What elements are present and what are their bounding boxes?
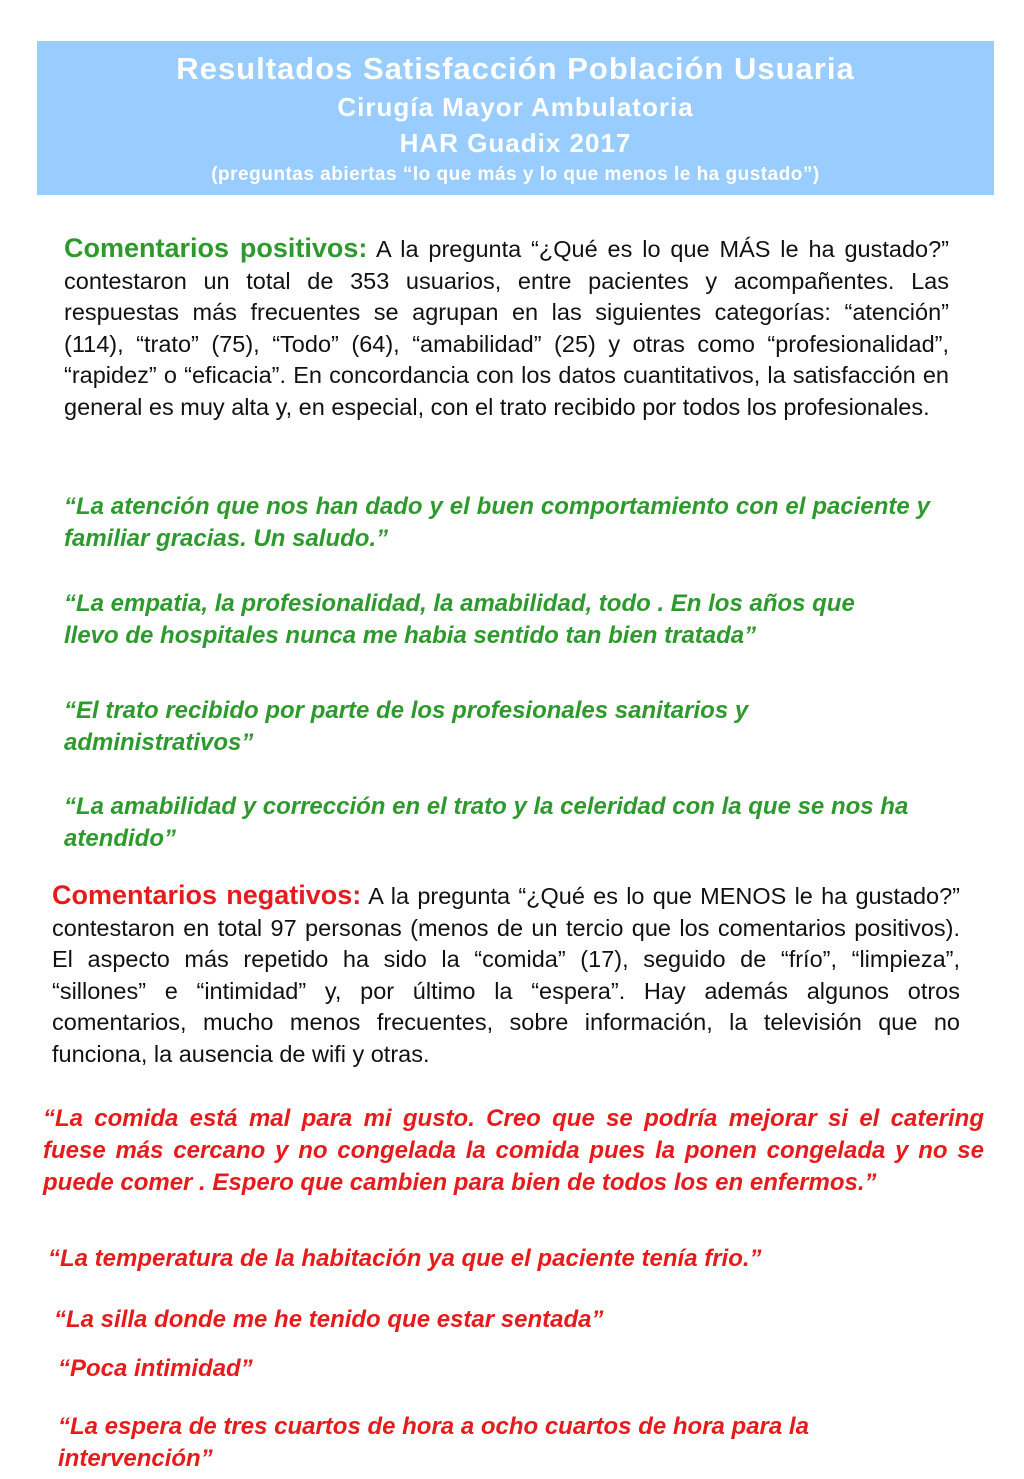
positive-comments-paragraph <box>64 233 949 424</box>
positive-quote-2: “La empatia, la profesionalidad, la amabilidad, todo . En los años que llevo de hospitales nunca me habia sentido tan bien tratada” <box>64 590 855 649</box>
positive-quote-3: “El trato recibido por parte de los profesionales sanitarios y administrativos” <box>64 697 749 756</box>
page-subtitle-hospital: HAR Guadix 2017 <box>399 128 632 158</box>
page-note: (preguntas abiertas “lo que más y lo que menos le ha gustado”) <box>211 164 820 185</box>
negative-quote-2: “La temperatura de la habitación ya que el paciente tenía frio.” <box>48 1245 762 1272</box>
positive-heading: Comentarios positivos: <box>64 233 368 263</box>
negative-quote-4: “Poca intimidad” <box>58 1355 253 1382</box>
page-title: Resultados Satisfacción Población Usuaria <box>176 51 855 86</box>
negative-comments-paragraph <box>52 880 960 1071</box>
negative-body: A la pregunta “¿Qué es lo que MENOS le ha gustado?” contestaron en total 97 personas (menos de un tercio que los comentarios positivos). El aspecto más repetido ha sido la “comida” (17), seguido de “frío”, “limpieza”, “sillones” e “intimidad” y, por último la “espera”. Hay además algunos otros comentarios, mucho menos frecuentes, sobre información, la televisión que no funciona, la ausencia de wifi y otras. <box>52 883 960 1067</box>
negative-quote-1: “La comida está mal para mi gusto. Creo que se podría mejorar si el catering fuese más cercano y no congelada la comida pues la ponen congelada y no se puede comer . Espero que cambien para bien de todos los en enfermos.” <box>43 1105 984 1196</box>
negative-quote-3: “La silla donde me he tenido que estar sentada” <box>54 1306 604 1333</box>
positive-quote-4: “La amabilidad y corrección en el trato y la celeridad con la que se nos ha atendido” <box>64 793 909 852</box>
page-subtitle-service: Cirugía Mayor Ambulatoria <box>337 92 694 122</box>
negative-quote-5: “La espera de tres cuartos de hora a ocho cuartos de hora para la intervención” <box>58 1413 809 1472</box>
positive-quote-1: “La atención que nos han dado y el buen comportamiento con el paciente y familiar gracias. Un saludo.” <box>64 493 930 552</box>
header-banner <box>37 41 994 195</box>
negative-heading: Comentarios negativos: <box>52 880 362 910</box>
positive-body: A la pregunta “¿Qué es lo que MÁS le ha gustado?” contestaron un total de 353 usuarios, entre pacientes y acompañentes. Las respuestas más frecuentes se agrupan en las siguientes categorías: “atención” (114), “trato” (75), “Todo” (64), “amabilidad” (25) y otras como “profesionalidad”, “rapidez” o “eficacia”. En concordancia con los datos cuantitativos, la satisfacción en general es muy alta y, en especial, con el trato recibido por todos los profesionales. <box>64 236 950 420</box>
